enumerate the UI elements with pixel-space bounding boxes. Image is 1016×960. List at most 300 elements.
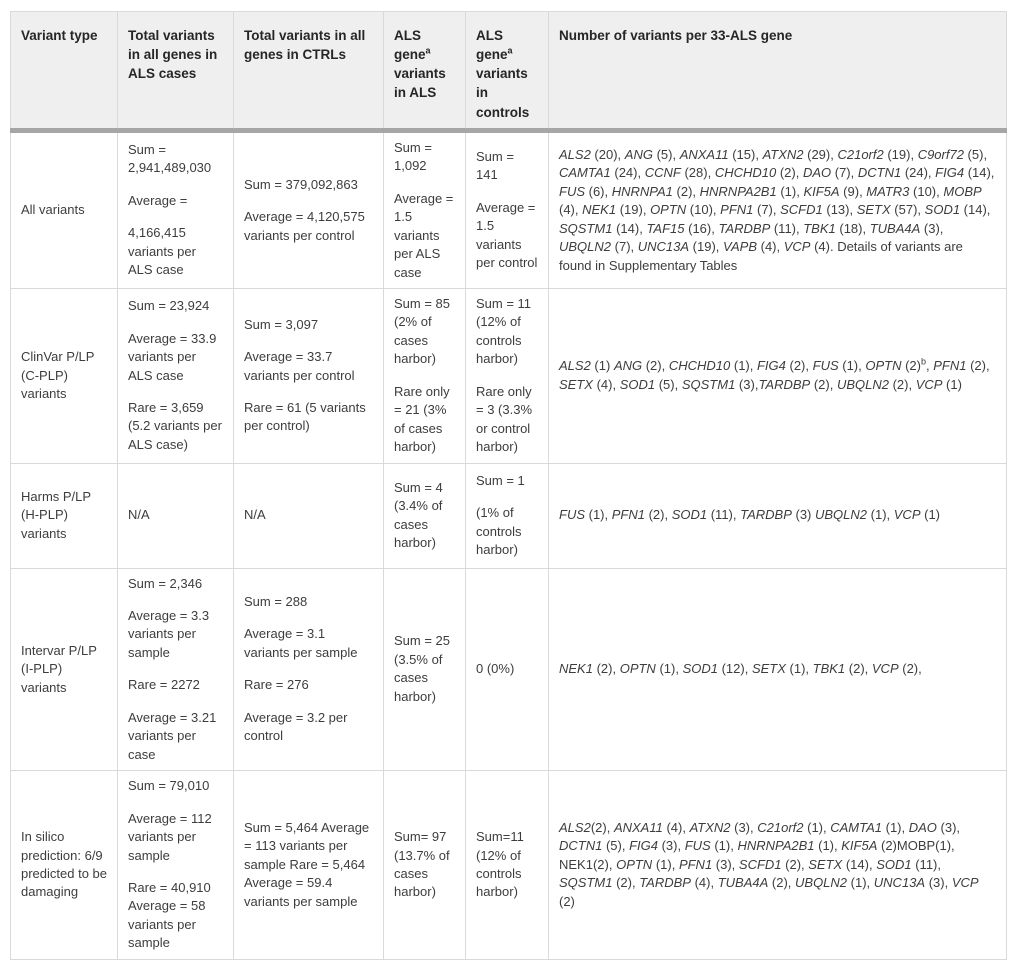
superscript-marker: a (507, 45, 513, 56)
gene-name: OPTN (650, 202, 687, 218)
gene-name: UNC13A (637, 239, 690, 255)
gene-name: ALS2 (559, 146, 591, 162)
cell-paragraph (128, 297, 223, 315)
text-segment: (1), (730, 358, 757, 374)
gene-name: VCP (951, 875, 979, 891)
text-segment: Average = 3.1 variants per sample (244, 626, 358, 660)
cell-clinvar-plp-variants-per-gene (549, 288, 1007, 463)
text-segment: Sum = 23,924 (128, 298, 210, 314)
text-segment: Sum = 11 (12% of controls harbor) (476, 295, 532, 367)
gene-name: SQSTM1 (559, 220, 613, 236)
cell-paragraph (394, 139, 455, 176)
gene-name: FIG4 (756, 358, 786, 374)
text-segment: (1), (867, 507, 894, 523)
text-segment: (14), (842, 856, 877, 872)
text-segment: (2), (781, 856, 809, 872)
gene-name: SQSTM1 (681, 376, 736, 392)
text-segment: Sum = 141 (476, 149, 514, 183)
gene-name: SETX (751, 661, 786, 677)
text-segment: (1), (838, 358, 866, 374)
text-segment: (1), (652, 856, 679, 872)
gene-name: ANG (613, 358, 643, 374)
text-segment: Average = (128, 192, 188, 208)
text-segment: (29), (803, 146, 838, 162)
cell-paragraph (559, 357, 996, 394)
text-segment: Rare only = 3 (3.3% or control harbor) (476, 383, 533, 455)
gene-name: ATXN2 (762, 146, 804, 162)
text-segment: Total variants in all genes in ALS cases (128, 28, 218, 82)
text-segment: Rare = 3,659 (5.2 variants per ALS case) (128, 399, 222, 452)
text-segment: (4). Details of variants are found in Supplementary Tables (559, 239, 963, 273)
cell-paragraph (476, 828, 538, 902)
gene-name: PFN1 (678, 856, 713, 872)
cell-paragraph (128, 506, 223, 524)
gene-name: MOBP (943, 183, 982, 199)
text-segment: ALS gene (394, 28, 426, 63)
gene-name: PFN1 (611, 507, 645, 523)
cell-paragraph (128, 575, 223, 593)
table-header (11, 12, 1007, 131)
text-segment: ClinVar P/LP (C-PLP) variants (21, 349, 95, 401)
cell-paragraph (128, 399, 223, 454)
cell-intervar-plp-als-gene-als (384, 568, 466, 771)
text-segment: Average = 33.7 variants per control (244, 349, 355, 383)
text-segment: (9), (839, 183, 867, 199)
gene-name: SETX (559, 376, 593, 392)
text-segment: (2), (888, 376, 916, 392)
text-segment: (4), (592, 376, 620, 392)
gene-name: CAMTA1 (830, 819, 882, 835)
cell-all-variants-variants-per-gene (549, 130, 1007, 288)
superscript-marker: a (425, 45, 431, 56)
text-segment: Sum = 2,941,489,030 (128, 142, 212, 176)
cell-intervar-plp-als-gene-controls (466, 568, 549, 771)
text-segment: variants in controls (476, 66, 530, 120)
text-segment: (19), (616, 202, 651, 218)
header-row (11, 12, 1007, 131)
text-segment: ALS gene (476, 28, 508, 63)
text-segment: (14), (612, 220, 647, 236)
text-segment: Sum = 5,464 Average = 113 variants per sample Rare = 5,464 Average = 59.4 variants per sample (244, 819, 370, 909)
text-segment: (2), (898, 661, 922, 677)
gene-name: TBK1 (803, 220, 836, 236)
text-segment: (2), (592, 661, 620, 677)
text-segment: (3), (936, 819, 961, 835)
text-segment: Average = 33.9 variants per ALS case (128, 330, 217, 383)
text-segment: Variant type (21, 28, 98, 43)
text-segment: Sum = 379,092,863 (244, 176, 358, 192)
gene-name: CCNF (644, 165, 681, 181)
gene-name: VCP (915, 376, 943, 392)
gene-name: SCFD1 (780, 202, 823, 218)
gene-name: VAPB (723, 239, 757, 255)
cell-paragraph (244, 176, 373, 194)
cell-clinvar-plp-total-als-cases (118, 288, 234, 463)
text-segment: Average = 1.5 variants per ALS case (394, 190, 454, 280)
gene-name: VCP (783, 239, 811, 255)
cell-paragraph (476, 295, 538, 369)
text-segment: Sum = 2,346 (128, 575, 203, 591)
text-segment: In silico prediction: 6/9 predicted to be damaging (21, 829, 108, 900)
text-segment: (5), (963, 146, 988, 162)
text-segment: (2), (768, 875, 796, 891)
text-segment: Sum = 25 (3.5% of cases harbor) (394, 633, 451, 704)
text-segment: N/A (244, 507, 266, 523)
table-row-insilico (11, 771, 1007, 960)
gene-name: C21orf2 (837, 146, 884, 162)
text-segment: (1), (803, 819, 831, 835)
cell-paragraph (394, 295, 455, 369)
cell-intervar-plp-total-ctrls (234, 568, 384, 771)
cell-paragraph (394, 632, 455, 706)
cell-insilico-variant-type (11, 771, 118, 960)
cell-paragraph (128, 607, 223, 662)
gene-name: NEK1 (559, 661, 593, 677)
cell-paragraph (128, 141, 223, 178)
text-segment: (2), (672, 183, 700, 199)
text-segment: (7), (753, 202, 781, 218)
cell-paragraph (128, 777, 223, 795)
text-segment: (1), (585, 507, 612, 523)
text-segment: (28), (680, 165, 715, 181)
text-segment: (1) (590, 358, 614, 374)
text-segment: (3), (657, 838, 685, 854)
cell-all-variants-als-gene-controls (466, 130, 549, 288)
cell-clinvar-plp-als-gene-controls (466, 288, 549, 463)
text-segment: (13), (822, 202, 857, 218)
gene-name: DAO (802, 165, 832, 181)
text-segment: 0 (0%) (476, 661, 515, 677)
cell-harms-plp-als-gene-controls (466, 463, 549, 568)
text-segment: (24), (901, 165, 936, 181)
gene-name: SOD1 (924, 202, 961, 218)
text-segment: (3), (730, 819, 758, 835)
gene-name: UBQLN2 (836, 376, 889, 392)
cell-all-variants-als-gene-als (384, 130, 466, 288)
text-segment: (10), (909, 183, 944, 199)
cell-harms-plp-variant-type (11, 463, 118, 568)
text-segment: (4), (757, 239, 784, 255)
cell-harms-plp-total-ctrls (234, 463, 384, 568)
text-segment: (3) (791, 507, 815, 523)
cell-paragraph (559, 819, 996, 911)
gene-name: UBQLN2 (815, 507, 868, 523)
text-segment: Rare = 2272 (128, 677, 200, 693)
gene-name: HNRNPA2B1 (699, 183, 777, 199)
column-header-total-ctrls (234, 12, 384, 131)
gene-name: TUBA4A (869, 220, 921, 236)
text-segment: (3), (712, 856, 739, 872)
cell-paragraph (476, 504, 538, 559)
text-segment: Sum = 79,010 (128, 778, 210, 794)
gene-name: KIF5A (841, 838, 878, 854)
text-segment: Sum = 1 (476, 472, 525, 488)
cell-paragraph (21, 201, 107, 219)
text-segment: (18), (835, 220, 870, 236)
cell-paragraph (244, 348, 373, 385)
cell-paragraph (244, 819, 373, 911)
text-segment: Rare = 61 (5 variants per control) (244, 399, 366, 434)
gene-name: OPTN (616, 856, 653, 872)
text-segment: (1), (776, 183, 804, 199)
gene-name: MATR3 (866, 183, 910, 199)
text-segment: Sum=11 (12% of controls harbor) (476, 829, 524, 900)
gene-name: CHCHD10 (714, 165, 777, 181)
cell-paragraph (21, 488, 107, 543)
cell-paragraph (244, 709, 373, 746)
cell-paragraph (128, 330, 223, 385)
gene-name: OPTN (619, 661, 656, 677)
cell-paragraph (559, 146, 996, 275)
text-segment: (20), (590, 146, 625, 162)
text-segment: (2), (810, 376, 837, 392)
text-segment: (2)MOBP(1), NEK1(2), (559, 838, 955, 872)
text-segment: Average = 4,120,575 variants per control (244, 209, 365, 243)
cell-harms-plp-total-als-cases (118, 463, 234, 568)
table-row-intervar-plp (11, 568, 1007, 771)
gene-name: TAF15 (646, 220, 685, 236)
text-segment: Intervar P/LP (I-PLP) variants (21, 642, 97, 695)
text-segment: (1) (920, 507, 940, 523)
cell-paragraph (244, 593, 373, 611)
gene-name: ATXN2 (689, 819, 731, 835)
text-segment: (3), (920, 220, 944, 236)
cell-paragraph (128, 676, 223, 694)
cell-paragraph (21, 642, 107, 697)
text-segment: Average = 1.5 variants per control (476, 199, 538, 271)
cell-paragraph (128, 224, 223, 279)
text-segment: N/A (128, 507, 150, 523)
text-segment: (7), (611, 239, 638, 255)
gene-name: VCP (871, 661, 899, 677)
text-segment: (5), (655, 376, 682, 392)
text-segment: Sum = 1,092 (394, 139, 432, 174)
cell-paragraph (476, 148, 538, 185)
cell-harms-plp-variants-per-gene (549, 463, 1007, 568)
gene-name: UBQLN2 (795, 875, 848, 891)
text-segment: (14), (964, 165, 995, 181)
cell-paragraph (394, 383, 455, 457)
gene-name: CAMTA1 (559, 165, 611, 181)
column-header-variants-per-gene (549, 12, 1007, 131)
text-segment: Sum = 288 (244, 594, 308, 610)
text-segment: (2), (966, 358, 990, 374)
cell-paragraph (244, 208, 373, 245)
cell-paragraph (21, 348, 107, 403)
text-segment: (2) (901, 358, 921, 374)
gene-name: SCFD1 (738, 856, 782, 872)
text-segment: Sum = 4 (3.4% of cases harbor) (394, 479, 443, 551)
gene-name: ANXA11 (613, 819, 663, 835)
gene-name: TARDBP (718, 220, 771, 236)
text-segment: variants in ALS (394, 66, 446, 101)
text-segment: (2), (776, 165, 803, 181)
cell-paragraph (244, 676, 373, 694)
text-segment: Sum= 97 (13.7% of cases harbor) (394, 829, 450, 900)
cell-paragraph (128, 879, 223, 953)
cell-paragraph (244, 399, 373, 436)
table-row-harms-plp (11, 463, 1007, 568)
text-segment: Average = 3.3 variants per sample (128, 608, 210, 660)
text-segment: (2), (644, 507, 672, 523)
column-header-total-als-cases (118, 12, 234, 131)
text-segment: (2), (785, 358, 813, 374)
text-segment: (14), (960, 202, 991, 218)
text-segment: (57), (890, 202, 925, 218)
cell-intervar-plp-variants-per-gene (549, 568, 1007, 771)
gene-name: UNC13A (873, 875, 926, 891)
gene-name: PFN1 (933, 358, 967, 374)
column-header-als-gene-als (384, 12, 466, 131)
text-segment: (1), (710, 838, 738, 854)
text-segment: Sum = 3,097 (244, 316, 319, 332)
text-segment: (3), (925, 875, 952, 891)
text-segment: Rare = 276 (244, 677, 309, 693)
gene-name: SOD1 (619, 376, 656, 392)
cell-intervar-plp-variant-type (11, 568, 118, 771)
text-segment: (24), (610, 165, 645, 181)
cell-clinvar-plp-variant-type (11, 288, 118, 463)
text-segment: (1% of controls harbor) (476, 505, 522, 558)
cell-paragraph (244, 625, 373, 662)
gene-name: TARDBP (758, 376, 811, 392)
gene-name: SETX (808, 856, 843, 872)
cell-paragraph (476, 199, 538, 273)
superscript-marker: b (920, 356, 926, 367)
cell-insilico-variants-per-gene (549, 771, 1007, 960)
text-segment: (4), (690, 875, 718, 891)
cell-paragraph (394, 828, 455, 902)
gene-name: ALS2 (559, 358, 591, 374)
gene-name: FUS (812, 358, 839, 374)
cell-paragraph (128, 810, 223, 865)
cell-insilico-total-ctrls (234, 771, 384, 960)
text-segment: (4), (662, 819, 690, 835)
gene-name: TUBA4A (717, 875, 769, 891)
text-segment: All variants (21, 202, 85, 218)
text-segment: (3), (735, 376, 759, 392)
table-row-clinvar-plp (11, 288, 1007, 463)
gene-name: NEK1 (582, 202, 617, 218)
table-row-all-variants (11, 130, 1007, 288)
variants-table (10, 11, 1007, 960)
text-segment: (2), (845, 661, 872, 677)
gene-name: FUS (684, 838, 711, 854)
text-segment: (5), (652, 146, 680, 162)
gene-name: OPTN (865, 358, 902, 374)
text-segment: Harms P/LP (H-PLP) variants (21, 488, 91, 541)
gene-name: C9orf72 (917, 146, 964, 162)
gene-name: UBQLN2 (559, 239, 612, 255)
gene-name: DCTN1 (857, 165, 902, 181)
text-segment: (4), (559, 202, 583, 218)
text-segment: (6), (585, 183, 612, 199)
text-segment: (12), (717, 661, 752, 677)
cell-paragraph (244, 506, 373, 524)
text-segment: Rare = 40,910 Average = 58 variants per sample (128, 880, 211, 951)
cell-paragraph (128, 192, 223, 210)
text-segment: (19), (689, 239, 724, 255)
gene-name: ANG (624, 146, 653, 162)
gene-name: DAO (908, 819, 937, 835)
text-segment: (19), (883, 146, 918, 162)
cell-paragraph (559, 660, 996, 678)
cell-paragraph (559, 506, 996, 524)
gene-name: SOD1 (682, 661, 718, 677)
gene-name: C21orf2 (757, 819, 804, 835)
cell-paragraph (476, 472, 538, 490)
cell-all-variants-variant-type (11, 130, 118, 288)
cell-paragraph (394, 479, 455, 553)
cell-clinvar-plp-total-ctrls (234, 288, 384, 463)
text-segment: (1), (847, 875, 874, 891)
text-segment: Sum = 85 (2% of cases harbor) (394, 295, 451, 367)
text-segment: (2), (612, 875, 640, 891)
cell-all-variants-total-ctrls (234, 130, 384, 288)
gene-name: TBK1 (812, 661, 846, 677)
text-segment: (2) (559, 893, 575, 909)
text-segment: (10), (686, 202, 721, 218)
gene-name: SOD1 (671, 507, 708, 523)
gene-name: KIF5A (803, 183, 840, 199)
gene-name: ALS2 (559, 819, 591, 835)
gene-name: ANXA11 (679, 146, 729, 162)
column-header-als-gene-controls (466, 12, 549, 131)
gene-name: SETX (856, 202, 891, 218)
gene-name: PFN1 (720, 202, 754, 218)
text-segment: (11), (707, 507, 741, 523)
text-segment: Total variants in all genes in CTRLs (244, 28, 366, 63)
gene-name: TARDBP (740, 507, 792, 523)
text-segment: (16), (684, 220, 719, 236)
gene-name: FIG4 (629, 838, 658, 854)
gene-name: FUS (559, 183, 585, 199)
cell-paragraph (476, 383, 538, 457)
gene-name: SOD1 (876, 856, 912, 872)
text-segment: (2), (590, 819, 614, 835)
cell-clinvar-plp-als-gene-als (384, 288, 466, 463)
cell-insilico-total-als-cases (118, 771, 234, 960)
text-segment: (1) (942, 376, 962, 392)
cell-paragraph (21, 828, 107, 902)
text-segment: (1), (655, 661, 683, 677)
gene-name: HNRNPA1 (611, 183, 673, 199)
cell-paragraph (244, 316, 373, 334)
cell-insilico-als-gene-controls (466, 771, 549, 960)
cell-paragraph (476, 660, 538, 678)
table-body (11, 130, 1007, 959)
text-segment: (2), (642, 358, 669, 374)
gene-name: TARDBP (639, 875, 691, 891)
text-segment: (11), (911, 856, 941, 872)
text-segment: Average = 3.2 per control (244, 709, 348, 744)
gene-name: HNRNPA2B1 (737, 838, 815, 854)
cell-paragraph (394, 190, 455, 282)
text-segment: (15), (728, 146, 763, 162)
gene-name: FUS (559, 507, 585, 523)
text-segment: Number of variants per 33-ALS gene (559, 28, 793, 43)
cell-intervar-plp-total-als-cases (118, 568, 234, 771)
text-segment: (11), (770, 220, 804, 236)
text-segment: 4,166,415 variants per ALS case (128, 225, 196, 278)
cell-paragraph (128, 709, 223, 764)
cell-all-variants-total-als-cases (118, 130, 234, 288)
text-segment: (1), (785, 661, 813, 677)
gene-name: FIG4 (935, 165, 965, 181)
text-segment: (1), (814, 838, 842, 854)
gene-name: SQSTM1 (559, 875, 613, 891)
cell-harms-plp-als-gene-als (384, 463, 466, 568)
